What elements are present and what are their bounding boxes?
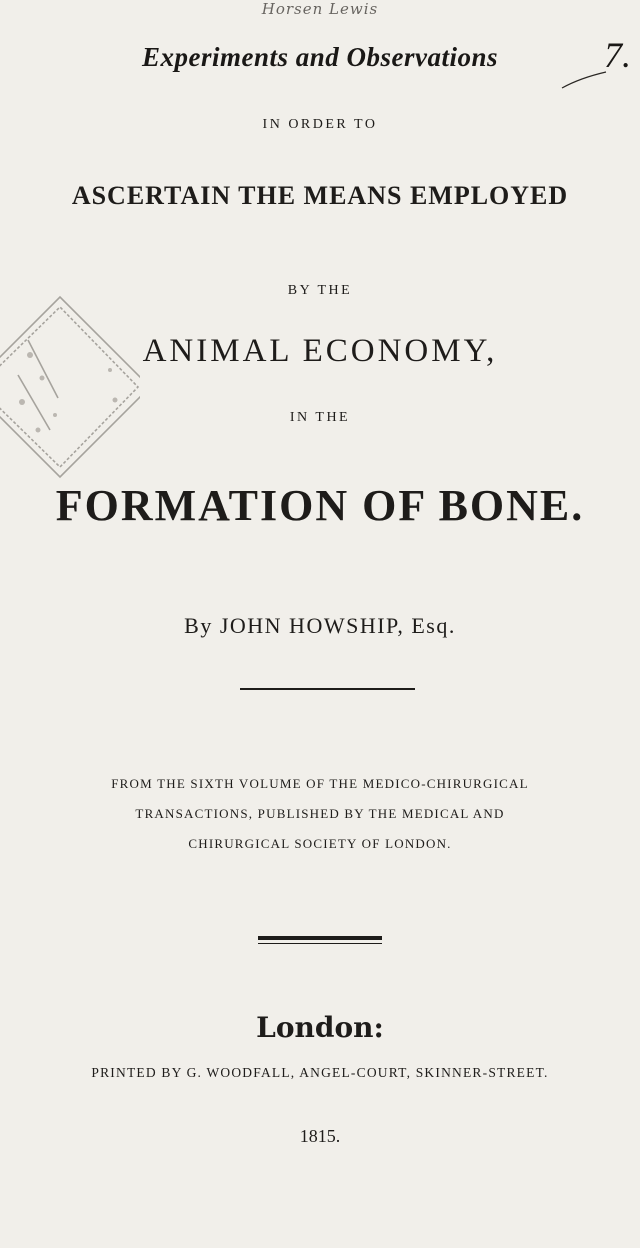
author-name: JOHN HOWSHIP, bbox=[219, 613, 405, 638]
author-prefix: By bbox=[184, 613, 213, 638]
title-in-order-to: IN ORDER TO bbox=[262, 117, 378, 132]
library-stamp-icon bbox=[0, 280, 140, 495]
title-ascertain: ASCERTAIN THE MEANS EMPLOYED bbox=[71, 181, 569, 210]
printer-line: PRINTED BY G. WOODFALL, ANGEL-COURT, SKINNER-STREET. bbox=[91, 1065, 549, 1080]
title-in-the: IN THE bbox=[289, 410, 351, 425]
author-line bbox=[0, 613, 640, 639]
source-line-3: CHIRURGICAL SOCIETY OF LONDON. bbox=[188, 836, 452, 851]
volume-mark: 7. bbox=[604, 35, 631, 75]
source-line-2: TRANSACTIONS, PUBLISHED BY THE MEDICAL AND bbox=[135, 806, 505, 821]
divider-rule-upper bbox=[240, 688, 415, 690]
divider-rule-double-bottom bbox=[258, 943, 382, 944]
publication-year: 1815. bbox=[299, 1126, 341, 1146]
handwritten-note: Horsen Lewis bbox=[261, 0, 379, 18]
divider-rule-double-top bbox=[258, 936, 382, 940]
title-formation-of-bone: FORMATION OF BONE. bbox=[55, 481, 585, 530]
place-of-publication: London: bbox=[256, 1011, 384, 1044]
source-line-1: FROM THE SIXTH VOLUME OF THE MEDICO-CHIRURGICAL bbox=[111, 776, 529, 791]
title-animal-economy: ANIMAL ECONOMY, bbox=[142, 333, 498, 369]
title-blackletter: Experiments and Observations bbox=[141, 42, 499, 72]
title-by-the: BY THE bbox=[287, 283, 353, 298]
author-suffix: Esq. bbox=[411, 613, 456, 638]
volume-mark-underline-icon bbox=[560, 70, 610, 90]
